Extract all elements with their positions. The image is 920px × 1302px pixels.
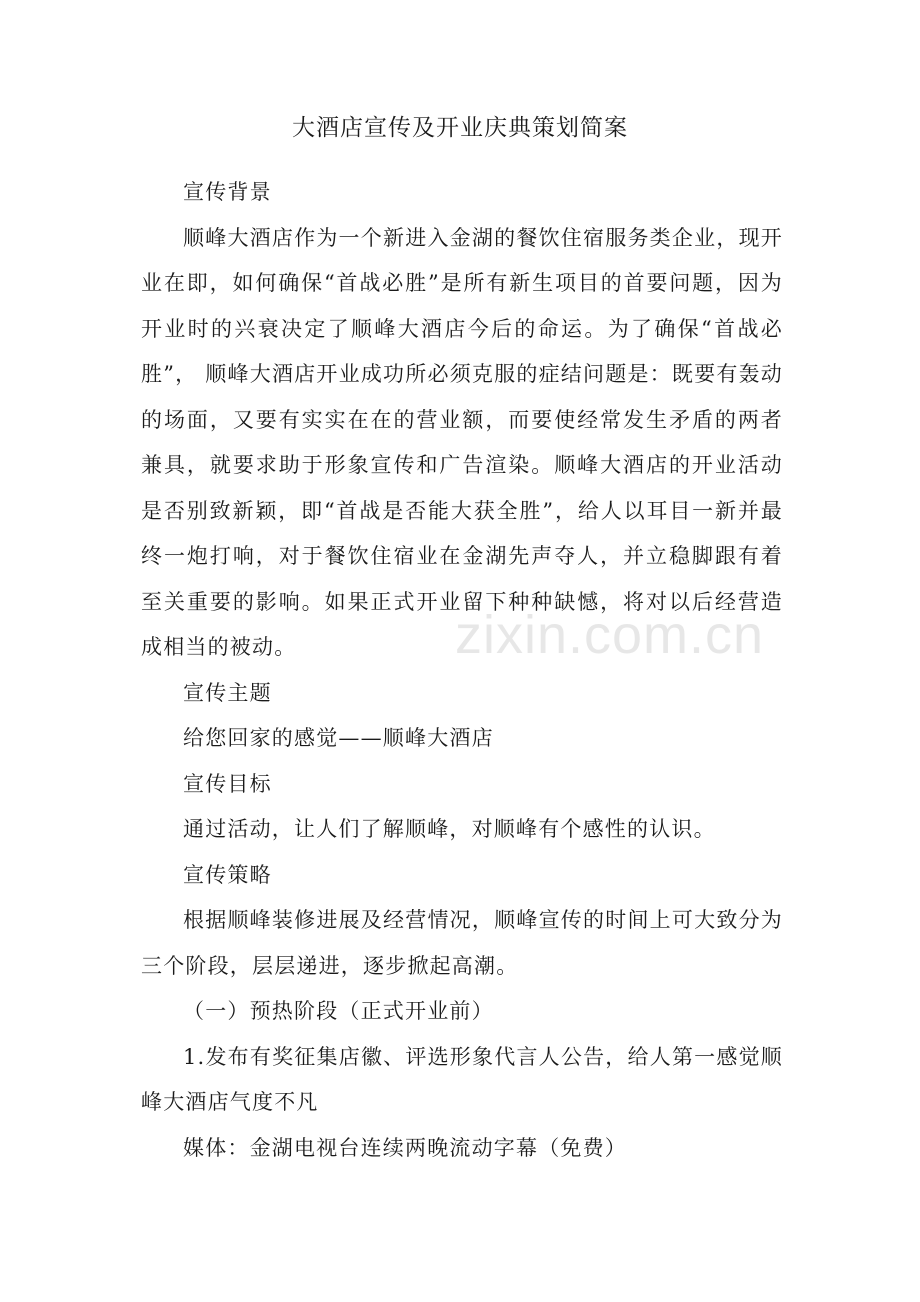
paragraph-item-one: 1.发布有奖征集店徽、评选形象代言人公告，给人第一感觉顺峰大酒店气度不凡 (141, 1044, 783, 1114)
watermark: zixin.com.cn (455, 605, 765, 665)
heading-background: 宣传背景 (183, 180, 272, 204)
heading-goal: 宣传目标 (183, 771, 272, 796)
paragraph-theme: 给您回家的感觉——顺峰大酒店 (183, 726, 494, 750)
heading-strategy: 宣传策略 (183, 862, 272, 887)
document-body (141, 170, 783, 1171)
document-title: 大酒店宣传及开业庆典策划简案 (292, 115, 628, 141)
paragraph-goal: 通过活动，让人们了解顺峰，对顺峰有个感性的认识。 (183, 817, 716, 841)
paragraph-strategy: 根据顺峰装修进展及经营情况，顺峰宣传的时间上可大致分为三个阶段，层层递进，逐步掀起高潮。 (141, 908, 783, 978)
heading-phase-one: （一）预热阶段（正式开业前） (183, 999, 494, 1023)
paragraph-background: 顺峰大酒店作为一个新进入金湖的餐饮住宿服务类企业，现开业在即，如何确保“首战必胜”是所有新生项目的首要问题，因为开业时的兴衰决定了顺峰大酒店今后的命运。为了确保“首战必胜”， 顺峰大酒店开业成功所必须克服的症结问题是：既要有轰动的场面，又要有实实在在的营业额，而要使经常发生矛盾的两者兼具，就要求助于形象宣传和广告渲染。顺峰大酒店的开业活动是否别致新颖，即“首战是否能大获全胜”，给人以耳目一新并最终一炮打响，对于餐饮住宿业在金湖先声夺人，并立稳脚跟有着至关重要的影响。如果正式开业留下种种缺憾，将对以后经营造成相当的被动。 (141, 225, 783, 659)
heading-theme: 宣传主题 (183, 680, 272, 705)
paragraph-media: 媒体：金湖电视台连续两晚流动字幕（免费） (183, 1135, 627, 1160)
